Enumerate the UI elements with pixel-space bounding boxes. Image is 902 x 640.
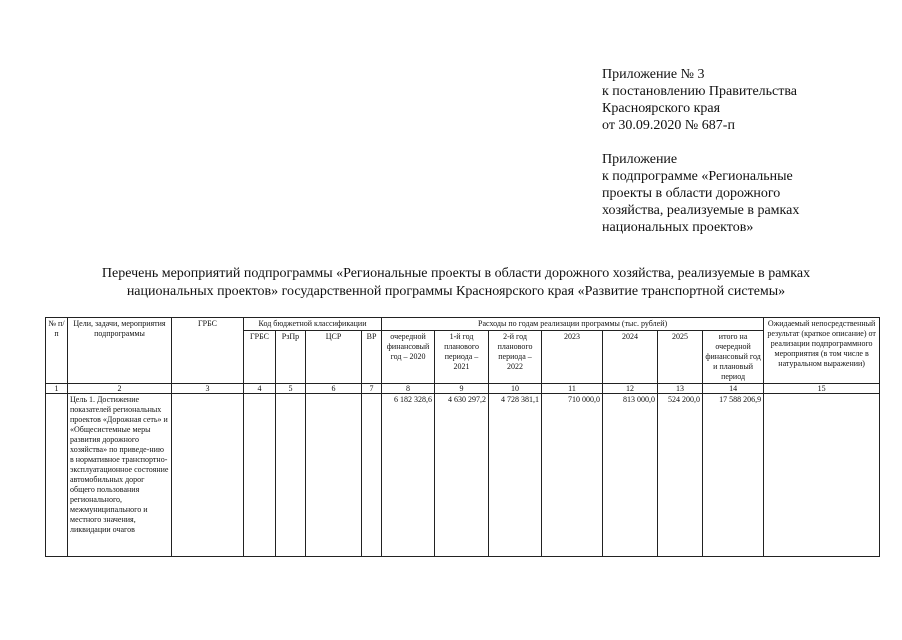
subheader-year-current: очередной финансовый год – 2020: [382, 331, 435, 384]
appendix-main-line: к постановлению Правительства: [602, 84, 798, 99]
column-number: 11: [542, 384, 603, 394]
appendix-sub-line: Приложение: [602, 152, 678, 167]
column-number: 10: [489, 384, 542, 394]
subheader-year-2025: 2025: [658, 331, 703, 384]
document-title-line: Перечень мероприятий подпрограммы «Региональные проекты в области дорожного хозяйства, реализуемые в рамках: [101, 266, 811, 281]
cell-value-2022: 4 728 381,1: [489, 394, 542, 557]
appendix-main-line: Красноярского края: [602, 101, 721, 116]
column-number: 14: [703, 384, 764, 394]
header-num: № п/п: [46, 318, 68, 384]
cell-code-csr: [306, 394, 362, 557]
subheader-grbs: ГРБС: [244, 331, 276, 384]
cell-value-2025: 524 200,0: [658, 394, 703, 557]
cell-expected-result: [764, 394, 880, 557]
subheader-year-2024: 2024: [603, 331, 658, 384]
cell-value-2021: 4 630 297,2: [435, 394, 489, 557]
appendix-sub-line: хозяйства, реализуемые в рамках: [602, 203, 800, 218]
appendix-sub-block: [602, 151, 799, 236]
cell-num: [46, 394, 68, 557]
subheader-year-2023: 2023: [542, 331, 603, 384]
appendix-sub-line: к подпрограмме «Региональные: [602, 169, 793, 184]
cell-code-grbs: [244, 394, 276, 557]
table-row: [46, 394, 880, 557]
header-expected-result: Ожидаемый непосредственный результат (краткое описание) от реализации подпрограммного мероприятия (в том числе в натуральном выражении): [764, 318, 880, 384]
column-number: 4: [244, 384, 276, 394]
cell-goal: Цель 1. Достижение показателей региональных проектов «Дорожная сеть» и «Общесистемные меры развития дорожного хозяйства» по приведе-нию в нормативное транспортно-эксплуатационное состояние автомобильных дорог общего пользования регионального, межмуниципального и местного значения, ликвидации очагов: [68, 394, 172, 557]
cell-value-2023: 710 000,0: [542, 394, 603, 557]
appendix-main-line: Приложение № 3: [602, 67, 705, 82]
column-number: 9: [435, 384, 489, 394]
appendix-main-block: [602, 66, 797, 134]
column-number: 2: [68, 384, 172, 394]
column-number: 7: [362, 384, 382, 394]
measures-table: [45, 317, 880, 557]
cell-code-vr: [362, 394, 382, 557]
column-number: 3: [172, 384, 244, 394]
cell-code-rzpr: [276, 394, 306, 557]
header-grbs: ГРБС: [172, 318, 244, 384]
column-number: 15: [764, 384, 880, 394]
header-goals: Цели, задачи, мероприятия подпрограммы: [68, 318, 172, 384]
document-title-line: национальных проектов» государственной программы Красноярского края «Развитие транспортной системы»: [126, 284, 786, 299]
column-number: 13: [658, 384, 703, 394]
subheader-rzpr: РзПр: [276, 331, 306, 384]
column-number-row: [46, 384, 880, 394]
column-number: 6: [306, 384, 362, 394]
column-number: 8: [382, 384, 435, 394]
column-number: 1: [46, 384, 68, 394]
header-expenses: Расходы по годам реализации программы (тыс. рублей): [382, 318, 764, 331]
subheader-year-total: итого на очередной финансовый год и плановый период: [703, 331, 764, 384]
column-number: 5: [276, 384, 306, 394]
header-budget-code: Код бюджетной классификации: [244, 318, 382, 331]
cell-value-2024: 813 000,0: [603, 394, 658, 557]
cell-value-2020: 6 182 328,6: [382, 394, 435, 557]
subheader-year-second: 2-й год планового периода – 2022: [489, 331, 542, 384]
appendix-sub-line: проекты в области дорожного: [602, 186, 781, 201]
subheader-year-first: 1-й год планового периода – 2021: [435, 331, 489, 384]
column-number: 12: [603, 384, 658, 394]
cell-grbs: [172, 394, 244, 557]
subheader-vr: ВР: [362, 331, 382, 384]
appendix-sub-line: национальных проектов»: [602, 220, 754, 235]
cell-value-total: 17 588 206,9: [703, 394, 764, 557]
appendix-main-line: от 30.09.2020 № 687-п: [602, 118, 735, 133]
document-title: [40, 265, 872, 301]
table-header-row: [46, 318, 880, 331]
subheader-csr: ЦСР: [306, 331, 362, 384]
